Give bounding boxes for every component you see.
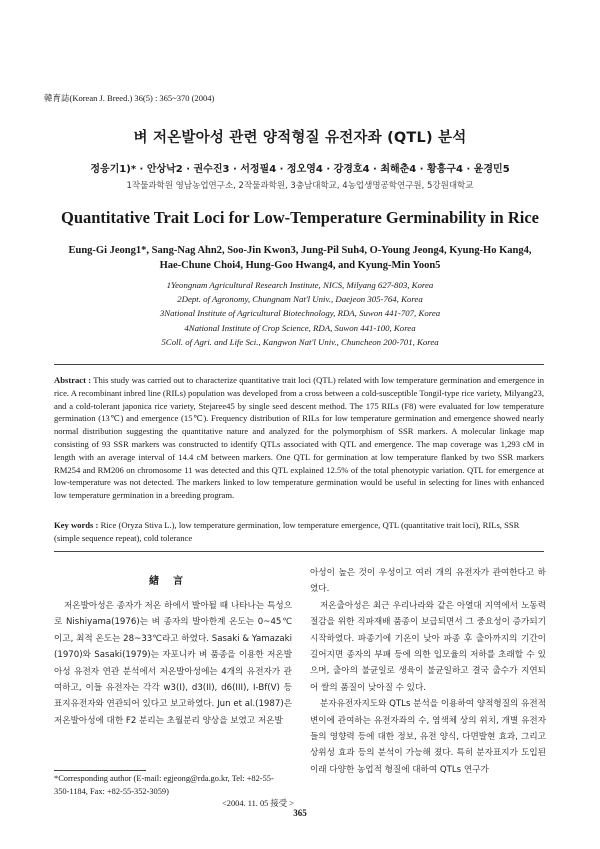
body-paragraph: 아성이 높은 것이 우성이고 여러 개의 유전자가 관여한다고 하였다. xyxy=(310,568,546,595)
body-paragraph: 분자유전자지도와 QTLs 분석을 이용하여 양적형질의 유전적 변이에 관여하는 유전자좌의 수, 염색체 상의 위치, 개별 유전자들의 영향력 등에 대한 정보, 유전 양식, 다면발현 효과, 그리고 상위성 효과 등의 분석이 가능해 졌다. 특히 분자표지가 도입된 이래 다양한 농업적 형질에 대하여 QTLs 연구가 xyxy=(310,699,546,775)
affiliations-korean: 1작물과학원 영남농업연구소, 2작물과학원, 3충남대학교, 4농업생명공학연구원, 5강원대학교 xyxy=(126,181,474,191)
received-date: <2004. 11. 05 接受 > xyxy=(222,799,294,808)
title-english: Quantitative Trait Loci for Low-Temperature Germinability in Rice xyxy=(61,208,539,227)
title-korean: 벼 저온발아성 관련 양적형질 유전자좌 (QTL) 분석 xyxy=(133,130,467,146)
page-number: 365 xyxy=(293,808,307,818)
abstract-text: This study was carried out to characterize quantitative trait loci (QTL) related with low temperature germination and emergence in rice. A recombinant inbred line (RILs) population was developed from a cross between a cold-susceptible Tongil-type rice variety, Milyang23, and a cold-tolerant japonica rice variety, Stejaree45 by single seed descent method. The 175 RILs (F8) were evaluated for low temperature germination (13℃) and emergence (15℃). Frequency distribution of RILs for low temperature germination and emergence showed nearly normal distribution suggesting the quantitative nature and analyzed for the polymorphism of SSR markers. A molecular linkage map consisting of 93 SSR markers was constructed to identify QTLs associated with QTL and emergence. The map coverage was 1,293 cM in length with an average interval of 14.4 cM between markers. One QTL for germination at low temperature flanked by two SSR markers RM254 and RM206 on chromosome 11 was detected and this QTL explained 12.5% of the total phenotypic variation. QTL for emergence at low-temperature was not detected. The markers linked to low temperature germination would be useful in selecting for lines with enhanced low temperature germination in a breeding program. xyxy=(54,375,544,501)
body-column-left xyxy=(54,598,292,729)
affiliation-line: 3National Institute of Agricultural Biotechnology, RDA, Suwon 441-707, Korea xyxy=(159,308,441,319)
abstract-label: Abstract : xyxy=(54,375,92,385)
corresponding-author-footnote xyxy=(54,773,294,811)
footnote-line: *Corresponding author (E-mail: egjeong@rda.go.kr, Tel: +82-55- xyxy=(54,774,274,783)
keywords-text: Rice (Oryza Stiva L.), low temperature germination, low temperature emergence, QTL (quantitative trait loci), RILs, SSR (simple sequence repeat), cold tolerance xyxy=(54,520,520,543)
affiliation-line: 4National Institute of Crop Science, RDA, Suwon 441-100, Korea xyxy=(184,322,416,333)
body-paragraph: 저온발아성은 종자가 저온 하에서 발아될 때 나타나는 특성으로 Nishiyama(1976)는 벼 종자의 발아한계 온도는 0~45℃이고, 최적 온도는 28~33℃라고 하였다. Sasaki & Yamazaki (1970)와 Sasaki(1979)는 자포니카 벼 품종을 이용한 저온발아성 유전자 연관 분석에서 저온발아성에는 4개의 유전자가 관여하고, 이들 유전자는 각각 w3(I), d3(II), d6(III), I-Bf(V) 등 표지유전자와 연관되어 있다고 보고하였다. Jun et al.(1987)은 저온발아성에 대한 F2 분리는 초월분리 양상을 보였고 저온발 xyxy=(54,601,292,726)
footnote-line: 350-1184, Fax: +82-55-352-3059) xyxy=(54,786,169,796)
authors-english xyxy=(40,243,560,273)
authors-english-line: Eung-Gi Jeong1*, Sang-Nag Ahn2, Soo-Jin Kwon3, Jung-Pil Suh4, O-Young Jeong4, Kyung-Ho Kang4, xyxy=(68,245,532,256)
keywords-label: Key words : xyxy=(54,520,99,530)
affiliation-line: 5Coll. of Agri. and Life Sci., Kangwon Nat'l Univ., Chuncheon 200-701, Korea xyxy=(161,336,439,347)
authors-korean: 정응기1)* · 안상낙2 · 권수진3 · 서정필4 · 정오영4 · 강경호4 · 최해춘4 · 황흥구4 · 윤경민5 xyxy=(90,164,510,175)
footnote-rule xyxy=(54,770,146,771)
affiliation-line: 2Dept. of Agronomy, Chungnam Nat'l Univ., Daejeon 305-764, Korea xyxy=(177,294,423,305)
keywords xyxy=(54,519,544,545)
body-paragraph: 저온출아성은 최근 우리나라와 같은 아열대 지역에서 노동력 절감을 위한 직파재배 품종이 보급되면서 그 중요성이 증가되기 시작하였다. 파종기에 기온이 낮아 파종 후 출아까지의 기간이 길어지면 종자의 부패 등에 의한 입모율의 저하를 초래할 수 있으며, 출아의 불균일로 생육이 불균일하고 결국 출수가 지연되어 쌀의 품질이 낮아질 수 있다. xyxy=(310,600,546,693)
affiliations-english xyxy=(0,278,600,349)
abstract-top-rule xyxy=(54,364,544,365)
body-column-right xyxy=(310,565,546,778)
abstract xyxy=(54,374,544,502)
section-heading-introduction: 緖言 xyxy=(149,576,197,587)
authors-english-line: Hae-Chune Choi4, Hung-Goo Hwang4, and Kyung-Min Yoon5 xyxy=(159,260,441,271)
journal-citation: 韓育誌(Korean J. Breed.) 36(5) : 365~370 (2004) xyxy=(44,93,215,103)
affiliation-line: 1Yeongnam Agricultural Research Institute, NICS, Milyang 627-803, Korea xyxy=(166,280,434,290)
abstract-bottom-rule xyxy=(54,551,544,552)
